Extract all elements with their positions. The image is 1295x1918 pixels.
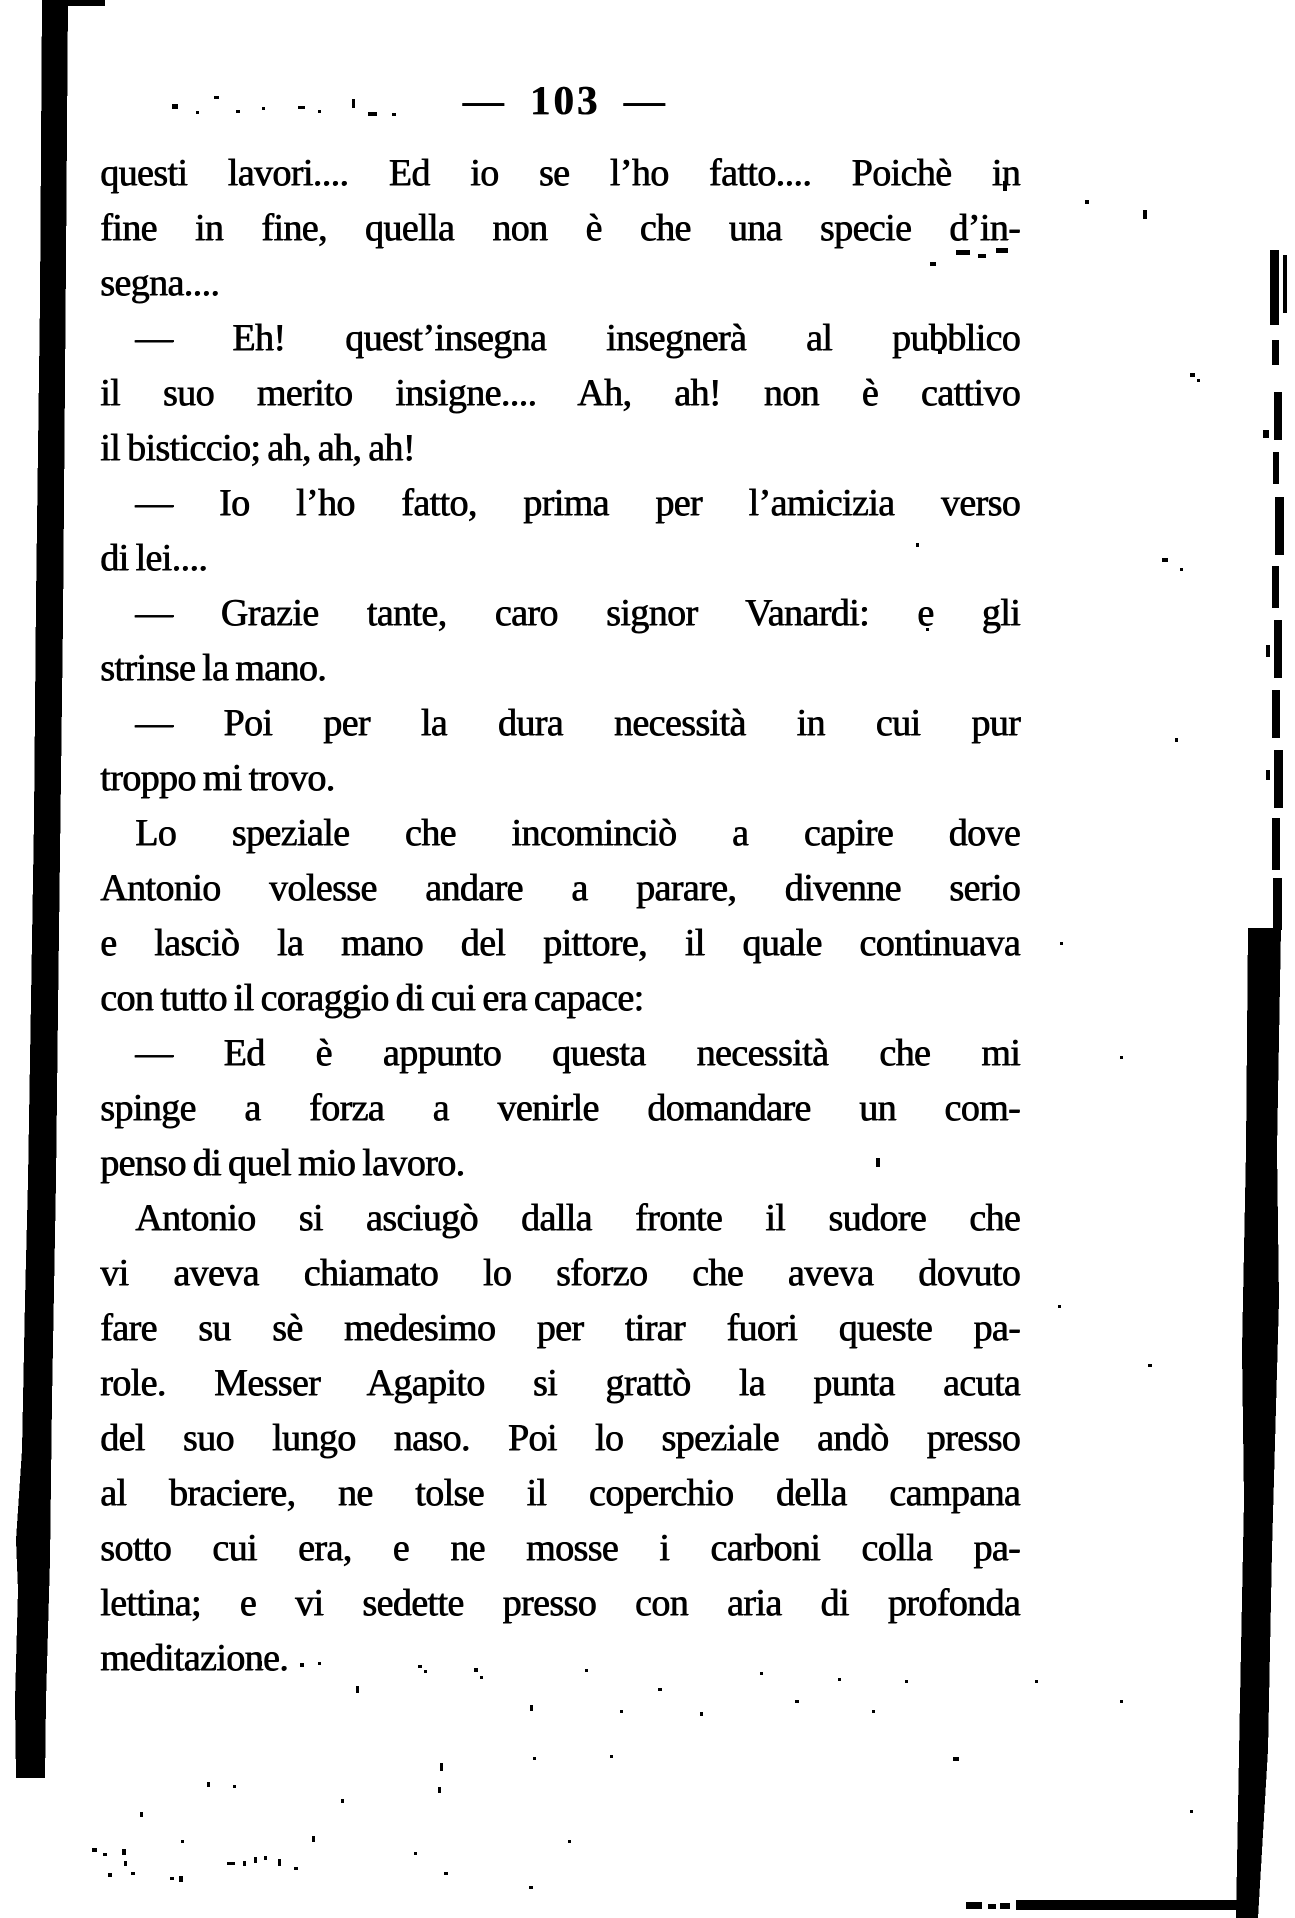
noise-specks-bottom: [92, 1755, 1193, 1889]
text-line: penso di quel mio lavoro.: [100, 1142, 465, 1184]
bottom-edge-line: [966, 1900, 1252, 1910]
left-binding-bar: [15, 0, 68, 1778]
text-line: strinse la mano.: [100, 647, 326, 689]
text-line: Antonio volesse andare a parare, divenne serio: [100, 867, 1020, 909]
header-smudge: [172, 96, 396, 116]
text-line: — Poi per la dura necessità in cui pur: [135, 702, 1020, 744]
text-line: meditazione.: [100, 1637, 288, 1679]
right-edge-dashes: [1263, 250, 1287, 930]
text-line: troppo mi trovo.: [100, 757, 335, 799]
text-block: [100, 146, 1020, 1686]
text-line: — Ed è appunto questa necessità che mi: [135, 1032, 1020, 1074]
right-binding-bar: [1236, 928, 1281, 1918]
text-line: Lo speziale che incominciò a capire dove: [135, 812, 1020, 854]
text-line: con tutto il coraggio di cui era capace:: [100, 977, 644, 1019]
text-line: — Eh! quest’insegna insegnerà al pubblico: [135, 317, 1020, 359]
text-line: fine in fine, quella non è che una specie d’in-: [100, 207, 1020, 249]
left-bar-top-tick: [65, 0, 105, 6]
text-line: fare su sè medesimo per tirar fuori queste pa-: [100, 1307, 1020, 1349]
text-line: — Io l’ho fatto, prima per l’amicizia verso: [135, 482, 1020, 524]
text-line: spinge a forza a venirle domandare un com-: [100, 1087, 1020, 1129]
text-line: segna....: [100, 262, 220, 304]
text-line: vi aveva chiamato lo sforzo che aveva dovuto: [100, 1252, 1020, 1294]
text-line: al braciere, ne tolse il coperchio della campana: [100, 1472, 1020, 1514]
text-line: del suo lungo naso. Poi lo speziale andò presso: [100, 1417, 1020, 1459]
text-line: Antonio si asciugò dalla fronte il sudore che: [135, 1197, 1020, 1239]
page-number: — 103 —: [462, 77, 668, 123]
text-line: questi lavori.... Ed io se l’ho fatto.... Poichè in: [100, 152, 1020, 194]
text-line: di lei....: [100, 537, 208, 579]
text-line: il suo merito insigne.... Ah, ah! non è cattivo: [100, 372, 1020, 414]
text-line: e lasciò la mano del pittore, il quale continuava: [100, 922, 1020, 964]
text-line: — Grazie tante, caro signor Vanardi: e gli: [135, 592, 1020, 634]
text-line: role. Messer Agapito si grattò la punta acuta: [100, 1362, 1020, 1404]
text-line: sotto cui era, e ne mosse i carboni colla pa-: [100, 1527, 1020, 1569]
text-line: lettina; e vi sedette presso con aria di profonda: [100, 1582, 1020, 1624]
text-line: il bisticcio; ah, ah, ah!: [100, 427, 415, 469]
